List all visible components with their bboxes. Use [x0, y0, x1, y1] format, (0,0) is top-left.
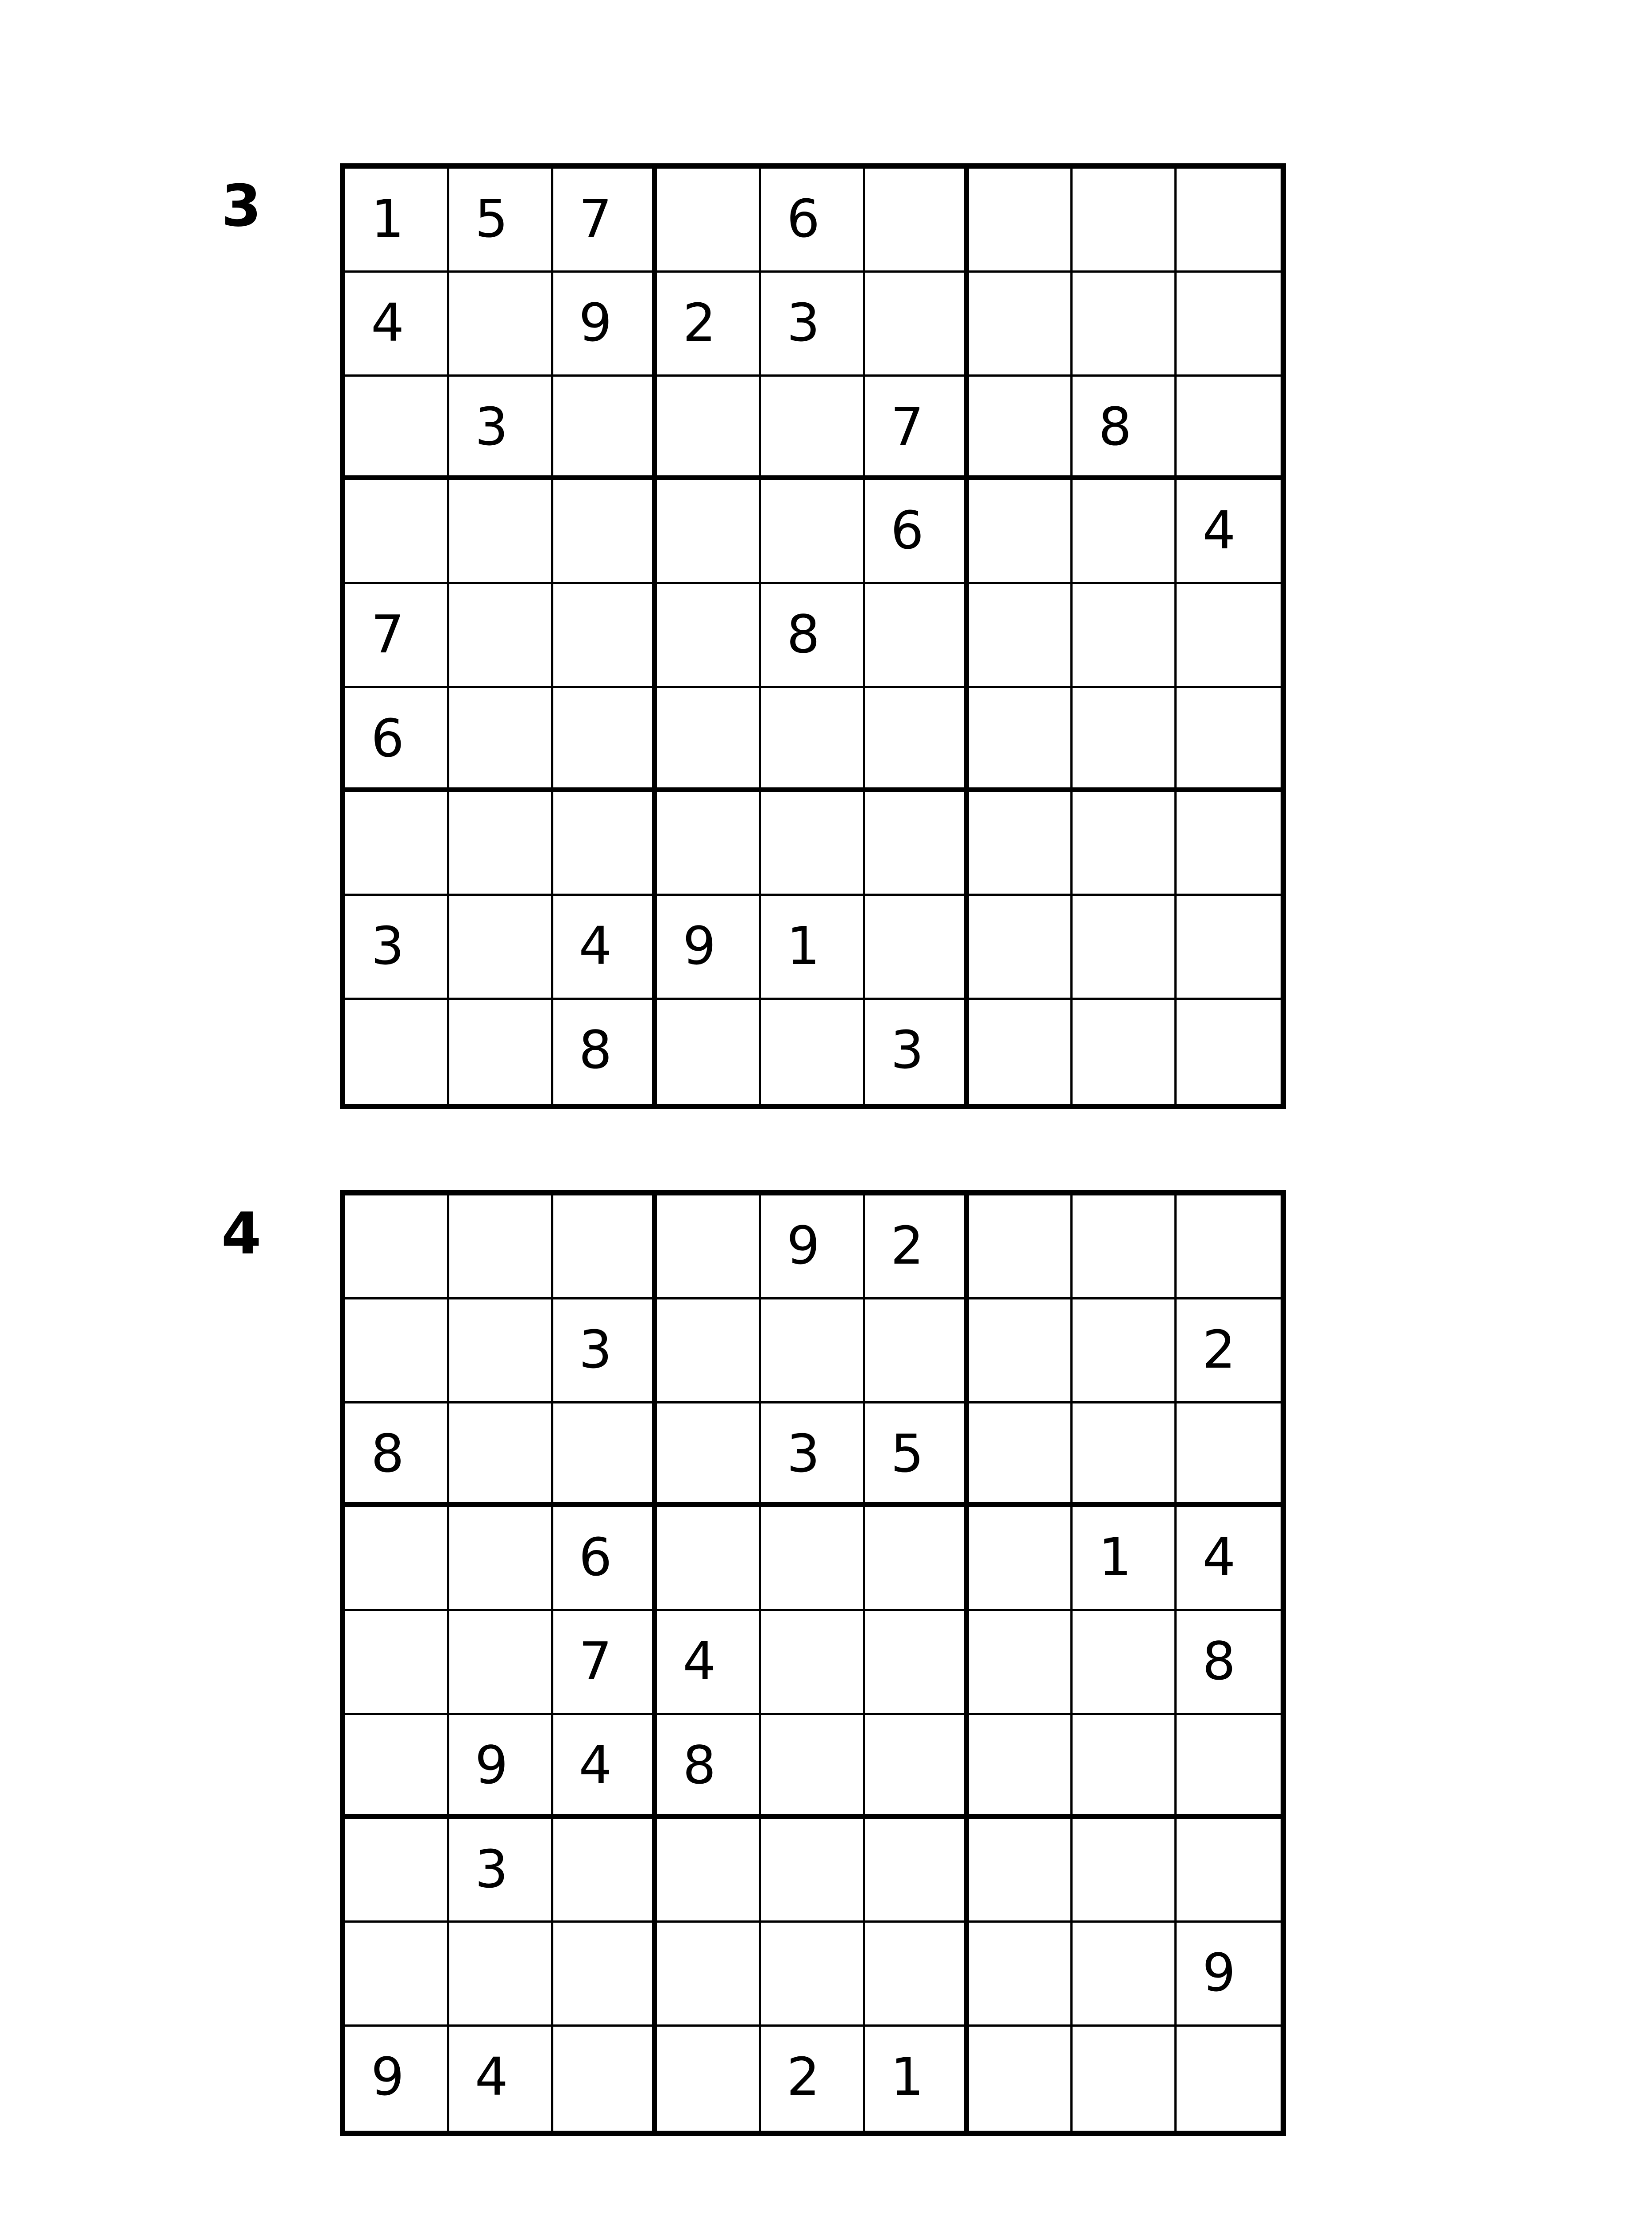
- empty-cell[interactable]: [969, 1819, 1073, 1923]
- empty-cell[interactable]: [865, 792, 969, 896]
- empty-cell[interactable]: [1177, 377, 1281, 481]
- empty-cell[interactable]: [1073, 688, 1177, 792]
- empty-cell[interactable]: [553, 584, 657, 688]
- empty-cell[interactable]: [657, 1819, 761, 1923]
- empty-cell[interactable]: [969, 1403, 1073, 1507]
- empty-cell[interactable]: [345, 1611, 449, 1715]
- given-cell: [1177, 480, 1281, 584]
- given-cell: [345, 1403, 449, 1507]
- cell-digit: 8: [787, 604, 820, 665]
- empty-cell[interactable]: [449, 1611, 553, 1715]
- empty-cell[interactable]: [449, 1000, 553, 1104]
- empty-cell[interactable]: [865, 584, 969, 688]
- given-cell: [865, 480, 969, 584]
- empty-cell[interactable]: [761, 688, 865, 792]
- cell-digit: 3: [371, 915, 405, 977]
- cell-digit: 9: [1202, 1942, 1236, 2004]
- empty-cell[interactable]: [1073, 1403, 1177, 1507]
- empty-cell[interactable]: [1073, 480, 1177, 584]
- given-cell: [553, 1611, 657, 1715]
- empty-cell[interactable]: [969, 688, 1073, 792]
- given-cell: [553, 1000, 657, 1104]
- empty-cell[interactable]: [1177, 896, 1281, 1000]
- cell-digit: 2: [1202, 1319, 1236, 1380]
- given-cell: [449, 2027, 553, 2131]
- cell-digit: 4: [1202, 1527, 1236, 1588]
- empty-cell[interactable]: [865, 688, 969, 792]
- empty-cell[interactable]: [761, 1819, 865, 1923]
- cell-digit: 3: [787, 292, 820, 353]
- given-cell: [1177, 1299, 1281, 1403]
- empty-cell[interactable]: [449, 792, 553, 896]
- given-cell: [553, 1715, 657, 1819]
- empty-cell[interactable]: [969, 1195, 1073, 1299]
- cell-digit: 7: [579, 188, 612, 249]
- empty-cell[interactable]: [1073, 1195, 1177, 1299]
- empty-cell[interactable]: [969, 169, 1073, 273]
- empty-cell[interactable]: [553, 2027, 657, 2131]
- empty-cell[interactable]: [657, 688, 761, 792]
- given-cell: [761, 273, 865, 377]
- empty-cell[interactable]: [865, 169, 969, 273]
- empty-cell[interactable]: [345, 792, 449, 896]
- cell-digit: 4: [579, 915, 612, 977]
- empty-cell[interactable]: [345, 1299, 449, 1403]
- cell-digit: 9: [371, 2046, 405, 2108]
- empty-cell[interactable]: [761, 480, 865, 584]
- given-cell: [345, 273, 449, 377]
- empty-cell[interactable]: [969, 1715, 1073, 1819]
- given-cell: [449, 1715, 553, 1819]
- cell-digit: 9: [683, 915, 716, 977]
- empty-cell[interactable]: [761, 1507, 865, 1611]
- given-cell: [1073, 377, 1177, 481]
- empty-cell[interactable]: [1073, 1715, 1177, 1819]
- cell-digit: 7: [579, 1631, 612, 1692]
- empty-cell[interactable]: [449, 1299, 553, 1403]
- empty-cell[interactable]: [1177, 792, 1281, 896]
- empty-cell[interactable]: [449, 480, 553, 584]
- empty-cell[interactable]: [345, 1000, 449, 1104]
- empty-cell[interactable]: [1177, 688, 1281, 792]
- empty-cell[interactable]: [1177, 1403, 1281, 1507]
- empty-cell[interactable]: [449, 273, 553, 377]
- given-cell: [345, 688, 449, 792]
- given-cell: [1177, 1611, 1281, 1715]
- empty-cell[interactable]: [761, 1611, 865, 1715]
- cell-digit: 9: [787, 1215, 820, 1276]
- empty-cell[interactable]: [761, 1299, 865, 1403]
- empty-cell[interactable]: [657, 1000, 761, 1104]
- given-cell: [449, 377, 553, 481]
- given-cell: [761, 896, 865, 1000]
- empty-cell[interactable]: [761, 1000, 865, 1104]
- empty-cell[interactable]: [449, 1403, 553, 1507]
- cell-digit: 1: [890, 2046, 924, 2108]
- empty-cell[interactable]: [553, 688, 657, 792]
- cell-digit: 7: [890, 396, 924, 457]
- given-cell: [761, 1403, 865, 1507]
- cell-digit: 2: [683, 292, 716, 353]
- sudoku-grid-4: [340, 1190, 1286, 2136]
- empty-cell[interactable]: [449, 688, 553, 792]
- empty-cell[interactable]: [345, 1507, 449, 1611]
- empty-cell[interactable]: [553, 792, 657, 896]
- given-cell: [657, 273, 761, 377]
- empty-cell[interactable]: [449, 584, 553, 688]
- empty-cell[interactable]: [1177, 2027, 1281, 2131]
- empty-cell[interactable]: [657, 377, 761, 481]
- given-cell: [865, 377, 969, 481]
- empty-cell[interactable]: [969, 377, 1073, 481]
- cell-digit: 4: [683, 1631, 716, 1692]
- given-cell: [1073, 1507, 1177, 1611]
- empty-cell[interactable]: [969, 1507, 1073, 1611]
- given-cell: [761, 169, 865, 273]
- empty-cell[interactable]: [449, 1195, 553, 1299]
- empty-cell[interactable]: [1073, 896, 1177, 1000]
- empty-cell[interactable]: [657, 792, 761, 896]
- cell-digit: 1: [371, 188, 405, 249]
- cell-digit: 9: [579, 292, 612, 353]
- empty-cell[interactable]: [1073, 1611, 1177, 1715]
- empty-cell[interactable]: [865, 1923, 969, 2027]
- empty-cell[interactable]: [969, 896, 1073, 1000]
- given-cell: [553, 1299, 657, 1403]
- given-cell: [865, 1195, 969, 1299]
- empty-cell[interactable]: [1073, 1299, 1177, 1403]
- empty-cell[interactable]: [449, 1507, 553, 1611]
- empty-cell[interactable]: [969, 584, 1073, 688]
- empty-cell[interactable]: [657, 1195, 761, 1299]
- empty-cell[interactable]: [1073, 1923, 1177, 2027]
- given-cell: [657, 1715, 761, 1819]
- given-cell: [761, 2027, 865, 2131]
- empty-cell[interactable]: [345, 1923, 449, 2027]
- cell-digit: 8: [1202, 1631, 1236, 1692]
- cell-digit: 6: [371, 707, 405, 769]
- empty-cell[interactable]: [553, 1195, 657, 1299]
- empty-cell[interactable]: [345, 377, 449, 481]
- cell-digit: 5: [890, 1423, 924, 1484]
- given-cell: [449, 1819, 553, 1923]
- given-cell: [1177, 1923, 1281, 2027]
- empty-cell[interactable]: [865, 1715, 969, 1819]
- cell-digit: 6: [579, 1527, 612, 1588]
- empty-cell[interactable]: [865, 273, 969, 377]
- empty-cell[interactable]: [657, 2027, 761, 2131]
- cell-digit: 3: [890, 1019, 924, 1081]
- given-cell: [345, 169, 449, 273]
- empty-cell[interactable]: [969, 1923, 1073, 2027]
- empty-cell[interactable]: [761, 1923, 865, 2027]
- empty-cell[interactable]: [1073, 792, 1177, 896]
- empty-cell[interactable]: [865, 1611, 969, 1715]
- empty-cell[interactable]: [1073, 1819, 1177, 1923]
- empty-cell[interactable]: [345, 480, 449, 584]
- empty-cell[interactable]: [865, 1299, 969, 1403]
- empty-cell[interactable]: [553, 480, 657, 584]
- cell-digit: 6: [787, 188, 820, 249]
- empty-cell[interactable]: [1073, 1000, 1177, 1104]
- empty-cell[interactable]: [865, 896, 969, 1000]
- empty-cell[interactable]: [1073, 273, 1177, 377]
- empty-cell[interactable]: [761, 377, 865, 481]
- empty-cell[interactable]: [969, 1611, 1073, 1715]
- empty-cell[interactable]: [345, 1195, 449, 1299]
- cell-digit: 4: [475, 2046, 508, 2108]
- empty-cell[interactable]: [657, 169, 761, 273]
- sudoku-grid-3: [340, 163, 1286, 1109]
- given-cell: [553, 169, 657, 273]
- empty-cell[interactable]: [969, 1000, 1073, 1104]
- empty-cell[interactable]: [865, 1507, 969, 1611]
- given-cell: [1177, 1507, 1281, 1611]
- puzzle-number-3: 3: [221, 172, 262, 239]
- cell-digit: 4: [1202, 500, 1236, 561]
- empty-cell[interactable]: [1073, 584, 1177, 688]
- empty-cell[interactable]: [865, 1819, 969, 1923]
- puzzle-number-4: 4: [221, 1200, 262, 1267]
- cell-digit: 8: [683, 1734, 716, 1796]
- empty-cell[interactable]: [553, 377, 657, 481]
- empty-cell[interactable]: [657, 1923, 761, 2027]
- given-cell: [449, 169, 553, 273]
- given-cell: [657, 1611, 761, 1715]
- empty-cell[interactable]: [553, 1923, 657, 2027]
- given-cell: [345, 584, 449, 688]
- cell-digit: 8: [371, 1423, 405, 1484]
- empty-cell[interactable]: [553, 1403, 657, 1507]
- given-cell: [761, 584, 865, 688]
- given-cell: [553, 896, 657, 1000]
- empty-cell[interactable]: [345, 1715, 449, 1819]
- empty-cell[interactable]: [449, 896, 553, 1000]
- given-cell: [865, 1000, 969, 1104]
- cell-digit: 3: [579, 1319, 612, 1380]
- empty-cell[interactable]: [657, 1299, 761, 1403]
- empty-cell[interactable]: [553, 1819, 657, 1923]
- given-cell: [761, 1195, 865, 1299]
- empty-cell[interactable]: [969, 480, 1073, 584]
- cell-digit: 3: [475, 1838, 508, 1900]
- cell-digit: 1: [787, 915, 820, 977]
- empty-cell[interactable]: [657, 480, 761, 584]
- empty-cell[interactable]: [657, 1403, 761, 1507]
- empty-cell[interactable]: [1177, 273, 1281, 377]
- empty-cell[interactable]: [969, 273, 1073, 377]
- empty-cell[interactable]: [1177, 1000, 1281, 1104]
- cell-digit: 2: [890, 1215, 924, 1276]
- empty-cell[interactable]: [969, 1299, 1073, 1403]
- cell-digit: 6: [890, 500, 924, 561]
- empty-cell[interactable]: [657, 1507, 761, 1611]
- given-cell: [345, 896, 449, 1000]
- empty-cell[interactable]: [657, 584, 761, 688]
- cell-digit: 7: [371, 604, 405, 665]
- empty-cell[interactable]: [969, 792, 1073, 896]
- cell-digit: 1: [1098, 1527, 1132, 1588]
- empty-cell[interactable]: [1177, 584, 1281, 688]
- empty-cell[interactable]: [761, 792, 865, 896]
- empty-cell[interactable]: [449, 1923, 553, 2027]
- given-cell: [657, 896, 761, 1000]
- cell-digit: 4: [371, 292, 405, 353]
- cell-digit: 8: [1098, 396, 1132, 457]
- cell-digit: 8: [579, 1019, 612, 1081]
- empty-cell[interactable]: [1177, 1195, 1281, 1299]
- cell-digit: 3: [787, 1423, 820, 1484]
- given-cell: [865, 1403, 969, 1507]
- cell-digit: 5: [475, 188, 508, 249]
- given-cell: [553, 1507, 657, 1611]
- given-cell: [865, 2027, 969, 2131]
- cell-digit: 2: [787, 2046, 820, 2108]
- given-cell: [345, 2027, 449, 2131]
- empty-cell[interactable]: [1177, 1715, 1281, 1819]
- empty-cell[interactable]: [1073, 2027, 1177, 2131]
- empty-cell[interactable]: [345, 1819, 449, 1923]
- empty-cell[interactable]: [1073, 169, 1177, 273]
- empty-cell[interactable]: [1177, 1819, 1281, 1923]
- cell-digit: 4: [579, 1734, 612, 1796]
- empty-cell[interactable]: [1177, 169, 1281, 273]
- empty-cell[interactable]: [969, 2027, 1073, 2131]
- cell-digit: 3: [475, 396, 508, 457]
- given-cell: [553, 273, 657, 377]
- cell-digit: 9: [475, 1734, 508, 1796]
- empty-cell[interactable]: [761, 1715, 865, 1819]
